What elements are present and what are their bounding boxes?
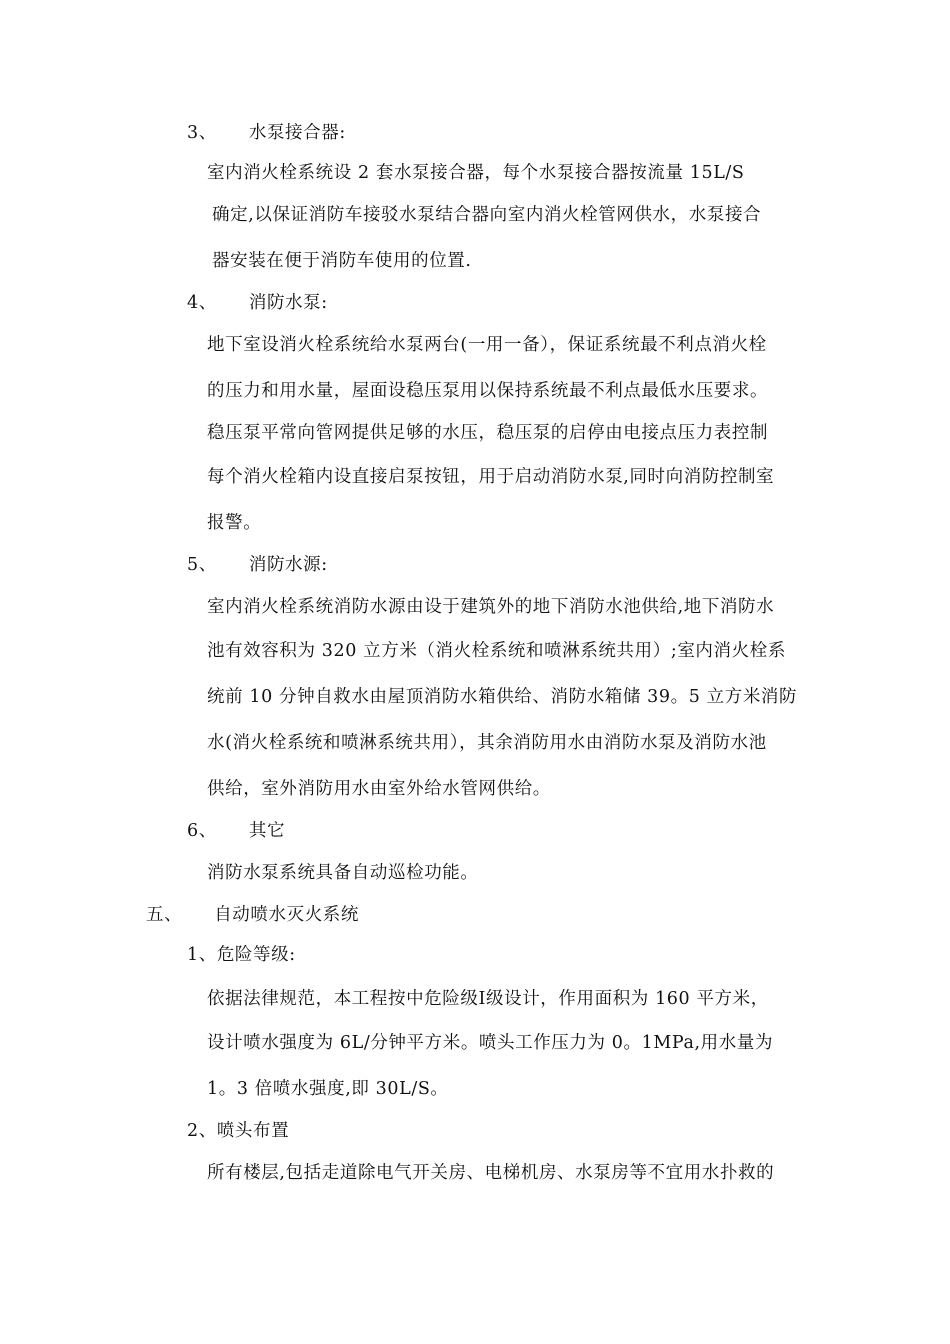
paragraph-line: 室内消火栓系统消防水源由设于建筑外的地下消防水池供给,地下消防水 — [207, 597, 775, 617]
paragraph-line: 每个消火栓箱内设直接启泵按钮，用于启动消防水泵,同时向消防控制室 — [207, 467, 775, 487]
paragraph-line: 供给，室外消防用水由室外给水管网供给。 — [207, 779, 551, 799]
item-number: 3、 — [187, 123, 217, 143]
item-heading-5 — [187, 554, 328, 576]
item-number: 4、 — [187, 293, 217, 313]
paragraph-line: 稳压泵平常向管网提供足够的水压，稳压泵的启停由电接点压力表控制 — [207, 423, 769, 443]
item-heading-3 — [187, 122, 346, 144]
paragraph-line: 1。3 倍喷水强度,即 30L/S。 — [207, 1079, 449, 1099]
paragraph-line: 地下室设消火栓系统给水泵两台(一用一备），保证系统最不利点消火栓 — [207, 335, 767, 355]
paragraph-line: 室内消火栓系统设 2 套水泵接合器，每个水泵接合器按流量 15L/S — [207, 163, 745, 183]
paragraph-line: 所有楼层,包括走道除电气开关房、电梯机房、水泵房等不宜用水扑救的 — [207, 1163, 775, 1183]
item-title: 消防水源: — [248, 555, 328, 575]
subsection-heading: 1、危险等级: — [187, 945, 296, 965]
section-number: 五、 — [146, 905, 183, 925]
paragraph-line: 统前 10 分钟自救水由屋顶消防水箱供给、消防水箱储 39。5 立方米消防 — [207, 687, 798, 707]
paragraph-line: 报警。 — [207, 513, 262, 533]
paragraph-line: 消防水泵系统具备自动巡检功能。 — [207, 863, 479, 883]
paragraph-line: 确定,以保证消防车接驳水泵结合器向室内消火栓管网供水，水泵接合 — [212, 205, 762, 225]
item-number: 6、 — [187, 821, 217, 841]
item-heading-6 — [187, 820, 285, 842]
item-number: 5、 — [187, 555, 217, 575]
paragraph-line: 设计喷水强度为 6L/分钟平方米。喷头工作压力为 0。1MPa,用水量为 — [207, 1033, 774, 1053]
section-title: 自动喷水灭火系统 — [214, 905, 360, 925]
paragraph-line: 的压力和用水量，屋面设稳压泵用以保持系统最不利点最低水压要求。 — [207, 381, 769, 401]
paragraph-line: 池有效容积为 320 立方米（消火栓系统和喷淋系统共用）;室内消火栓系 — [207, 641, 786, 661]
item-heading-4 — [187, 292, 328, 314]
paragraph-line: 依据法律规范，本工程按中危险级Ⅰ级设计，作用面积为 160 平方米， — [207, 989, 769, 1009]
paragraph-line: 器安装在便于消防车使用的位置. — [212, 251, 472, 271]
subsection-heading: 2、喷头布置 — [187, 1121, 290, 1141]
item-title: 消防水泵: — [248, 293, 328, 313]
item-title: 水泵接合器: — [248, 123, 346, 143]
paragraph-line: 水(消火栓系统和喷淋系统共用），其余消防用水由消防水泵及消防水池 — [207, 733, 767, 753]
section-heading — [146, 904, 359, 926]
item-title: 其它 — [248, 821, 286, 841]
